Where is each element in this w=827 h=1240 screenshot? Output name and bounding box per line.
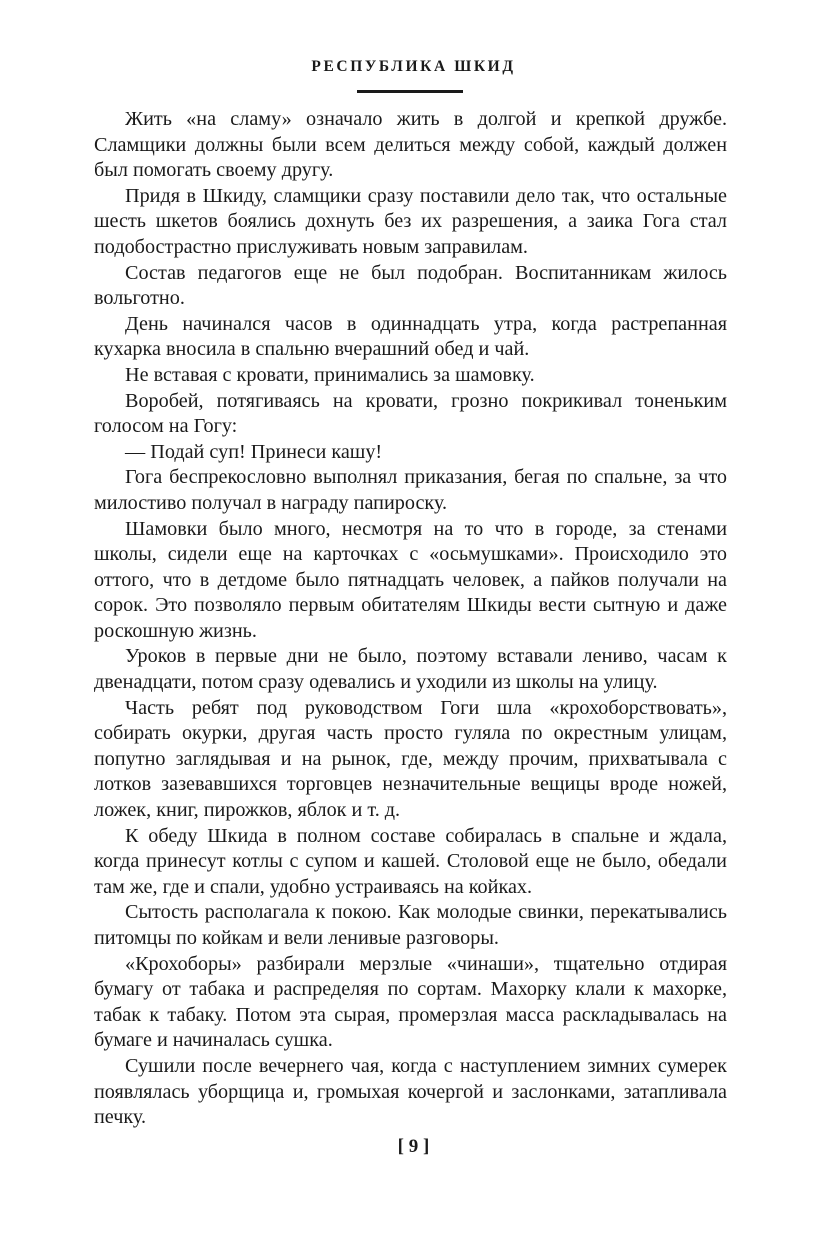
paragraph: Сушили после вечернего чая, когда с наступлением зимних сумерек появлялась уборщица и, громыхая кочергой и заслонками, затапливала печку. <box>94 1054 727 1129</box>
paragraph: Воробей, потягиваясь на кровати, грозно покрикивал тоненьким голосом на Гогу: <box>94 389 727 438</box>
paragraph: Жить «на сламу» означало жить в долгой и крепкой дружбе. Сламщики должны были всем делиться между собой, каждый должен был помогать своему другу. <box>94 108 727 182</box>
paragraph: Придя в Шкиду, сламщики сразу поставили дело так, что остальные шесть шкетов боялись дохнуть без их разрешения, а заика Гога стал подобострастно прислуживать новым заправилам. <box>94 184 727 258</box>
paragraph: Сытость располагала к покою. Как молодые свинки, перекатывались питомцы по койкам и вели ленивые разговоры. <box>94 901 727 949</box>
paragraph: «Крохоборы» разбирали мерзлые «чинаши», тщательно отдирая бумагу от табака и распределяя по сортам. Махорку клали к махорке, табак к табаку. Потом эта сырая, промерзлая масса раскладывалась на бумаге и начиналась сушка. <box>94 952 727 1052</box>
paragraph: Уроков в первые дни не было, поэтому вставали лениво, часам к двенадцати, потом сразу одевались и уходили из школы на улицу. <box>94 645 727 694</box>
paragraph: К обеду Шкида в полном составе собиралась в спальне и ждала, когда принесут котлы с супом и кашей. Столовой еще не было, обедали там же, где и спали, удобно устраиваясь на койках. <box>94 824 727 898</box>
paragraph-dialogue: — Подай суп! Принеси кашу! <box>125 440 383 463</box>
paragraph: Состав педагогов еще не был подобран. Воспитанникам жилось вольготно. <box>94 261 727 310</box>
paragraph: Не вставая с кровати, принимались за шамовку. <box>125 363 535 386</box>
paragraph: Часть ребят под руководством Гоги шла «крохоборствовать», собирать окурки, другая часть просто гуляла по окрестным улицам, попутно заглядывая и на рынок, где, между прочим, прихватывала с лотков зазевавшихся торговцев незначительные вещицы вроде ножей, ложек, книг, пирожков, яблок и т. д. <box>94 696 727 822</box>
paragraph: Гога беспрекословно выполнял приказания, бегая по спальне, за что милостиво получал в награду папироску. <box>94 466 727 514</box>
paragraph: День начинался часов в одиннадцать утра, когда растрепанная кухарка вносила в спальню вчерашний обед и чай. <box>94 312 727 361</box>
running-head-rule <box>357 90 463 93</box>
running-head: РЕСПУБЛИКА ШКИД <box>311 58 516 75</box>
paragraph: Шамовки было много, несмотря на то что в городе, за стенами школы, сидели еще на карточках с «осьмушками». Происходило это оттого, что в детдоме было пятнадцать человек, а пайков получали на сорок. Это позволяло первым обитателям Шкиды вести сытную и даже роскошную жизнь. <box>94 517 727 642</box>
body-text <box>94 107 727 1131</box>
page-number: [ 9 ] <box>397 1136 430 1157</box>
